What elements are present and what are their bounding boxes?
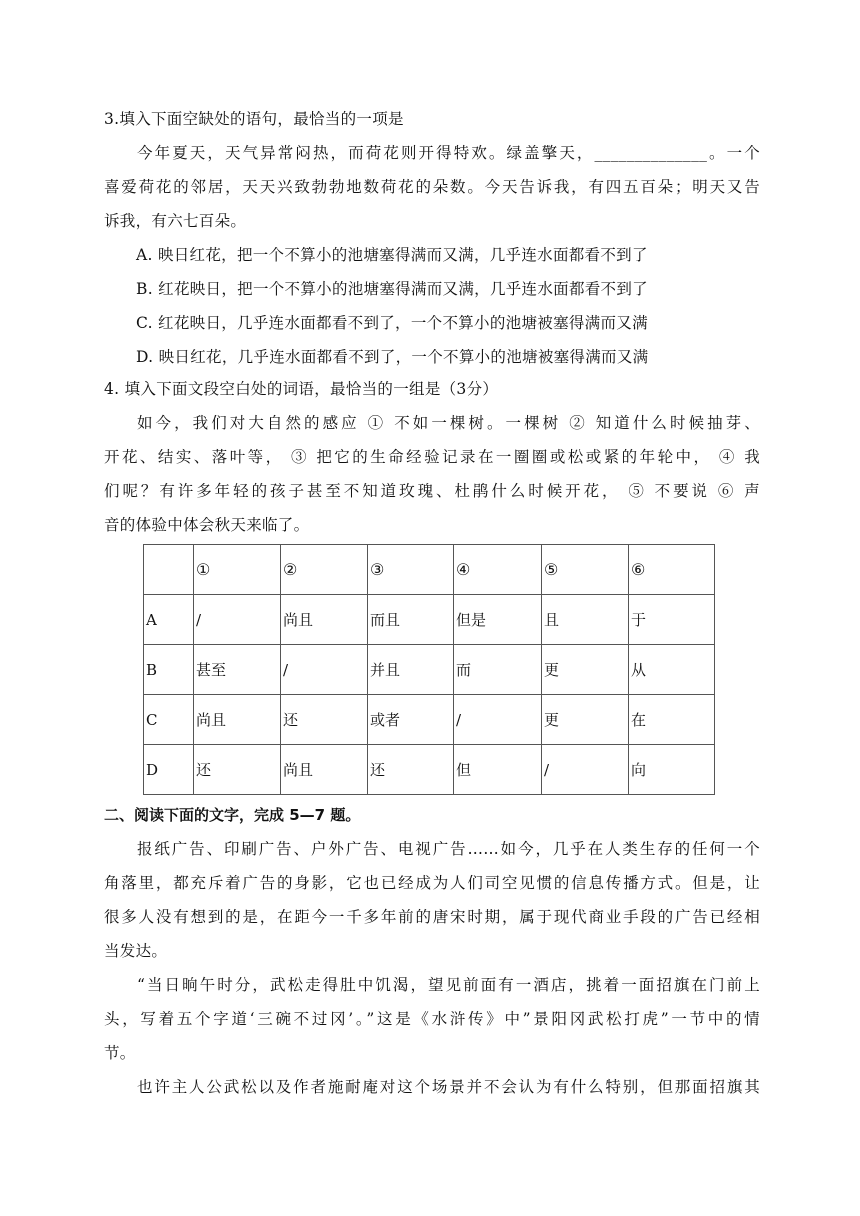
table-cell: 但是: [454, 595, 542, 645]
table-cell: /: [194, 595, 281, 645]
s2-p2-line-2: 头，写着五个字道‘三碗不过冈’。”这是《水浒传》中”景阳冈武松打虎”一节中的情: [104, 1010, 760, 1028]
s2-p1-line-3: 很多人没有想到的是，在距今一千多年前的唐宋时期，属于现代商业手段的广告已经相: [104, 908, 760, 926]
s2-p3-line-1: 也许主人公武松以及作者施耐庵对这个场景并不会认为有什么特别，但那面招旗其: [137, 1078, 760, 1096]
table-header-cell: [144, 545, 194, 595]
table-cell: C: [144, 695, 194, 745]
table-cell: /: [281, 645, 368, 695]
question-3-title: 3.填入下面空缺处的语句，最恰当的一项是: [104, 110, 404, 128]
q4-answer-table: [143, 544, 715, 795]
table-cell: 且: [542, 595, 629, 645]
q3-passage-line-2: 喜爱荷花的邻居，天天兴致勃勃地数荷花的朵数。今天告诉我，有四五百朵；明天又告: [104, 178, 760, 196]
s2-p1-line-1: 报纸广告、印刷广告、户外广告、电视广告……如今，几乎在人类生存的任何一个: [137, 840, 760, 858]
table-cell: B: [144, 645, 194, 695]
table-row: [144, 645, 715, 695]
table-header-cell: ⑤: [542, 545, 629, 595]
table-header-cell: ①: [194, 545, 281, 595]
s2-p1-line-2: 角落里，都充斥着广告的身影，它也已经成为人们司空见惯的信息传播方式。但是，让: [104, 874, 760, 892]
table-cell: 还: [194, 745, 281, 795]
s2-p1-line-4: 当发达。: [104, 942, 168, 960]
table-cell: 尚且: [281, 745, 368, 795]
q4-passage-line-4: 音的体验中体会秋天来临了。: [104, 516, 310, 534]
section-2-title: 二、阅读下面的文字，完成 5—7 题。: [104, 806, 361, 824]
table-cell: 从: [629, 645, 715, 695]
table-cell: 或者: [368, 695, 454, 745]
table-cell: 还: [368, 745, 454, 795]
table-header-cell: ④: [454, 545, 542, 595]
table-cell: 还: [281, 695, 368, 745]
table-cell: 尚且: [194, 695, 281, 745]
table-cell: D: [144, 745, 194, 795]
table-row: [144, 745, 715, 795]
question-4-title: 4. 填入下面文段空白处的词语，最恰当的一组是（3分）: [104, 380, 499, 398]
table-header-row: [144, 545, 715, 595]
q3-option-b: B. 红花映日，把一个不算小的池塘塞得满而又满，几乎连水面都看不到了: [136, 280, 648, 298]
q3-option-a: A. 映日红花，把一个不算小的池塘塞得满而又满，几乎连水面都看不到了: [136, 246, 648, 264]
q3-option-d: D. 映日红花，几乎连水面都看不到了，一个不算小的池塘被塞得满而又满: [136, 348, 649, 366]
table-cell: 更: [542, 695, 629, 745]
table-header-cell: ⑥: [629, 545, 715, 595]
q4-passage-line-1: 如今，我们对大自然的感应 ① 不如一棵树。一棵树 ② 知道什么时候抽芽、: [137, 414, 760, 432]
table-cell: A: [144, 595, 194, 645]
table-cell: /: [542, 745, 629, 795]
table-cell: 在: [629, 695, 715, 745]
q3-option-c: C. 红花映日，几乎连水面都看不到了，一个不算小的池塘被塞得满而又满: [136, 314, 648, 332]
table-row: [144, 695, 715, 745]
table-cell: 而: [454, 645, 542, 695]
q4-passage-line-3: 们呢？有许多年轻的孩子甚至不知道玫瑰、杜鹃什么时候开花， ⑤ 不要说 ⑥ 声: [104, 482, 760, 500]
table-cell: 但: [454, 745, 542, 795]
table-cell: 并且: [368, 645, 454, 695]
table-cell: /: [454, 695, 542, 745]
table-header-cell: ②: [281, 545, 368, 595]
table-header-cell: ③: [368, 545, 454, 595]
table-cell: 更: [542, 645, 629, 695]
table-row: [144, 595, 715, 645]
q4-passage-line-2: 开花、结实、落叶等， ③ 把它的生命经验记录在一圈圈或松或紧的年轮中， ④ 我: [104, 448, 760, 466]
table-cell: 向: [629, 745, 715, 795]
table-cell: 而且: [368, 595, 454, 645]
s2-p2-line-1: “当日晌午时分，武松走得肚中饥渴，望见前面有一酒店，挑着一面招旗在门前上: [137, 976, 760, 994]
table-cell: 于: [629, 595, 715, 645]
q3-passage-line-1: 今年夏天，天气异常闷热，而荷花则开得特欢。绿盖擎天，______________。一个: [137, 144, 760, 162]
table-cell: 尚且: [281, 595, 368, 645]
table-cell: 甚至: [194, 645, 281, 695]
q3-passage-line-3: 诉我，有六七百朵。: [104, 212, 247, 230]
s2-p2-line-3: 节。: [104, 1044, 136, 1062]
